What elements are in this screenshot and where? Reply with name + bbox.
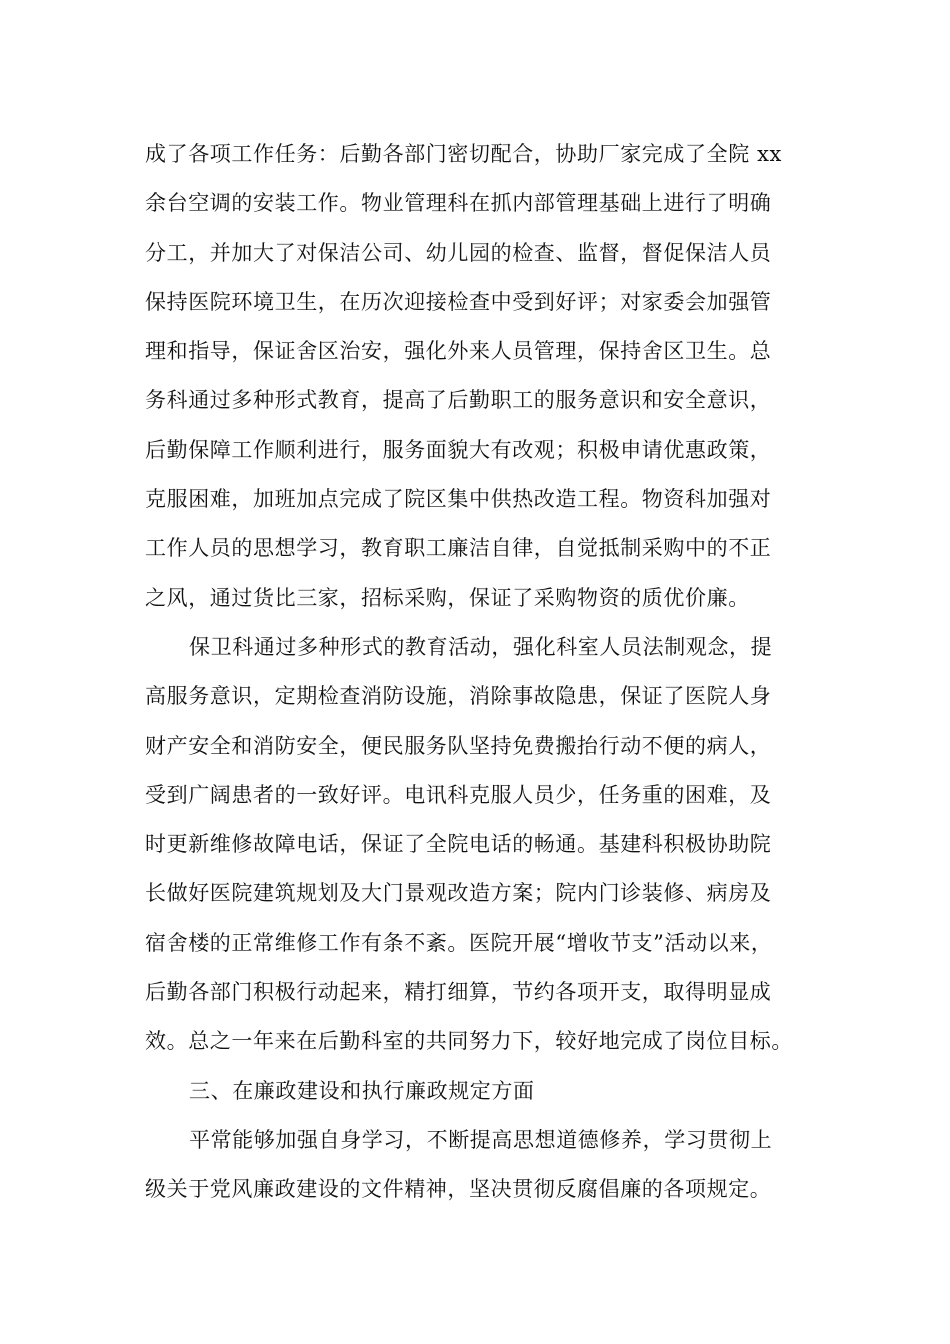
text-line: 级关于党风廉政建设的文件精神，坚决贯彻反腐倡廉的各项规定。	[145, 1177, 772, 1202]
text-line: 三、在廉政建设和执行廉政规定方面	[189, 1078, 535, 1103]
text-line: 效。总之一年来在后勤科室的共同努力下，较好地完成了岗位目标。	[145, 1029, 793, 1054]
text-line: 克服困难，加班加点完成了院区集中供热改造工程。物资科加强对	[145, 487, 772, 512]
text-line: 高服务意识，定期检查消防设施，消除事故隐患，保证了医院人身	[145, 684, 772, 709]
text-line: 后勤保障工作顺利进行，服务面貌大有改观；积极申请优惠政策，	[145, 437, 772, 462]
text-line: 务科通过多种形式教育，提高了后勤职工的服务意识和安全意识，	[145, 388, 772, 413]
text-line: 后勤各部门积极行动起来，精打细算，节约各项开支，取得明显成	[145, 980, 772, 1005]
text-line: 分工，并加大了对保洁公司、幼儿园的检查、监督，督促保洁人员	[145, 240, 772, 265]
text-line: 工作人员的思想学习，教育职工廉洁自律，自觉抵制采购中的不正	[145, 536, 772, 561]
text-line: 财产安全和消防安全，便民服务队坚持免费搬抬行动不便的病人，	[145, 733, 772, 758]
document-body	[145, 130, 825, 1215]
text-line: 受到广阔患者的一致好评。电讯科克服人员少，任务重的困难，及	[145, 782, 772, 807]
text-line: 时更新维修故障电话，保证了全院电话的畅通。基建科积极协助院	[145, 832, 772, 857]
text-line: 宿舍楼的正常维修工作有条不紊。医院开展“增收节支”活动以来，	[145, 930, 773, 955]
text-line: 保卫科通过多种形式的教育活动，强化科室人员法制观念，提	[189, 634, 773, 659]
text-line: 平常能够加强自身学习，不断提高思想道德修养，学习贯彻上	[189, 1127, 773, 1152]
text-line: 余台空调的安装工作。物业管理科在抓内部管理基础上进行了明确	[145, 191, 772, 216]
text-line: 保持医院环境卫生，在历次迎接检查中受到好评；对家委会加强管	[145, 289, 772, 314]
text-line: 理和指导，保证舍区治安，强化外来人员管理，保持舍区卫生。总	[145, 339, 772, 364]
text-line: 之风，通过货比三家，招标采购，保证了采购物资的质优价廉。	[145, 585, 750, 610]
text-line: 长做好医院建筑规划及大门景观改造方案；院内门诊装修、病房及	[145, 881, 772, 906]
text-line: 成了各项工作任务：后勤各部门密切配合，协助厂家完成了全院 xx	[145, 142, 782, 166]
